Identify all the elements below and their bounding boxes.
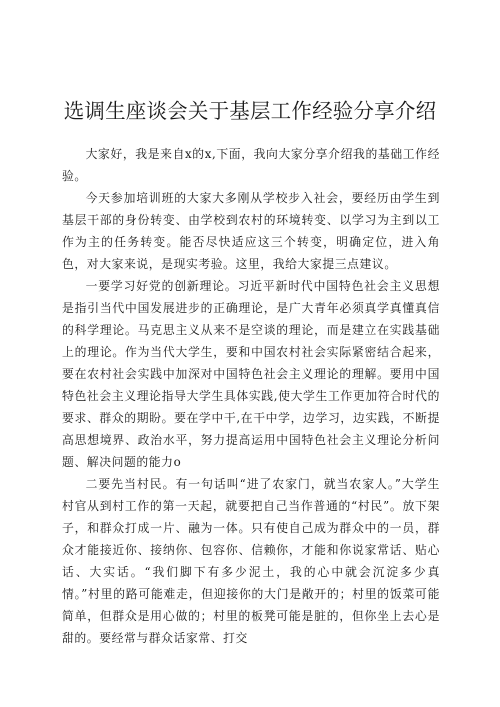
- paragraph-greeting: 大家好，我是来自x的x,下面，我向大家分享介绍我的基础工作经验。: [62, 147, 440, 183]
- document-body: [62, 143, 440, 649]
- document-title: 选调生座谈会关于基层工作经验分享介绍: [63, 99, 437, 123]
- paragraph-theory: 一要学习好党的创新理论。习近平新时代中国特色社会主义思想是指引当代中国发展进步的正确理论，是广大青年必须真学真懂真信的科学理论。马克思主义从来不是空谈的理论，而是建立在实践基础上的理论。作为当代大学生，要和中国农村社会实际紧密结合起来，要在农村社会实践中加深对中国特色社会主义理论的理解。要用中国特色社会主义理论指导大学生具体实践,使大学生工作更加符合时代的要求、群众的期盼。要在学中干,在干中学，边学习，边实践，不断提高思想境界、政治水平，努力提高运用中国特色社会主义理论分析问题、解决问题的能力o: [62, 279, 440, 469]
- paragraph-villager: 二要先当村民。有一句话叫“进了农家门，就当农家人。”大学生村官从到村工作的第一天起，就要把自己当作普通的“村民”。放下架子，和群众打成一片、融为一体。只有使自己成为群众中的一员，群众才能接近你、接纳你、包容你、信赖你，才能和你说家常话、贴心话、大实话。“我们脚下有多少泥土，我的心中就会沉淀多少真情。”村里的路可能难走，但迎接你的大门是敞开的；村里的饭菜可能简单，但群众是用心做的；村里的板凳可能是脏的，但你坐上去心是甜的。要经常与群众话家常、打交: [62, 477, 440, 645]
- paragraph-intro: 今天参加培训班的大家大多刚从学校步入社会，要经历由学生到基层干部的身份转变、由学校到农村的环境转变、以学习为主到以工作为主的任务转变。能否尽快适应这三个转变，明确定位，进入角色，对大家来说，是现实考验。这里，我给大家提三点建议。: [62, 191, 440, 271]
